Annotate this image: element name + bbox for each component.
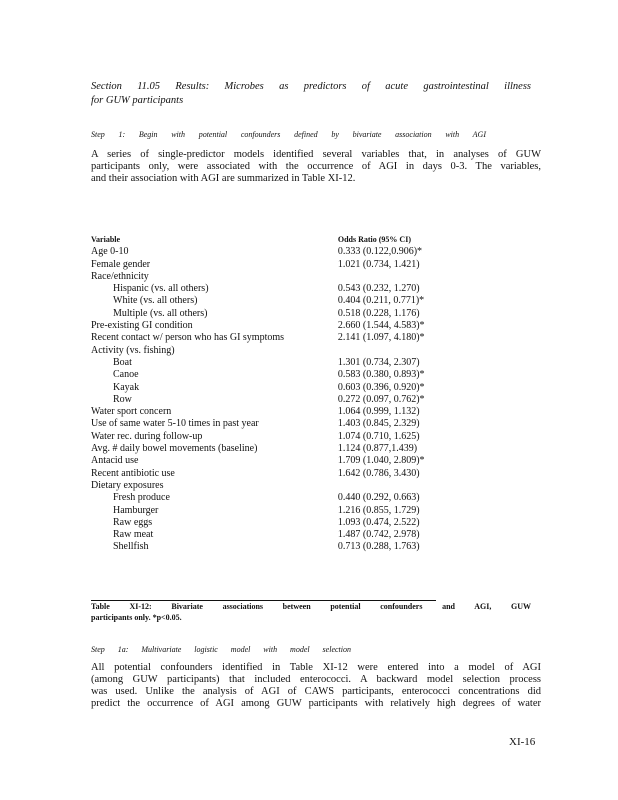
row-odds-ratio: 1.301 (0.734, 2.307) xyxy=(337,356,420,368)
table-row xyxy=(91,480,436,492)
table-row xyxy=(91,492,436,504)
row-variable: Activity (vs. fishing) xyxy=(91,344,175,356)
page-number: XI-16 xyxy=(509,736,536,748)
table-row xyxy=(91,283,436,295)
row-odds-ratio: 1.074 (0.710, 1.625) xyxy=(337,430,420,442)
row-odds-ratio: 1.124 (0.877,1.439) xyxy=(337,443,418,455)
row-variable: Shellfish xyxy=(113,541,149,553)
table-row xyxy=(91,468,436,480)
paragraph-line: predict the occurrence of AGI among GUW participants with relatively high degrees of water xyxy=(91,698,541,709)
table-row xyxy=(91,295,436,307)
caption-line: Table XI-12: Bivariate associations between potential confounders and AGI, GUW xyxy=(91,602,531,611)
row-odds-ratio: 1.021 (0.734, 1.421) xyxy=(337,258,420,270)
table-row xyxy=(91,394,436,406)
row-odds-ratio: 0.583 (0.380, 0.893)* xyxy=(337,369,425,381)
section-title-continued: for GUW participants xyxy=(91,95,184,106)
row-variable: Age 0-10 xyxy=(91,246,129,258)
table-row xyxy=(91,517,436,529)
table-header-row xyxy=(91,234,436,246)
row-odds-ratio: 0.272 (0.097, 0.762)* xyxy=(337,393,425,405)
step1a-paragraph xyxy=(91,662,541,710)
row-odds-ratio xyxy=(338,271,436,283)
row-odds-ratio: 0.404 (0.211, 0.771)* xyxy=(337,295,425,307)
row-odds-ratio: 0.518 (0.228, 1.176) xyxy=(337,307,420,319)
row-variable: Raw meat xyxy=(113,529,154,541)
row-variable: Row xyxy=(113,393,132,405)
table-row xyxy=(91,431,436,443)
row-odds-ratio xyxy=(338,480,436,492)
row-odds-ratio: 0.713 (0.288, 1.763) xyxy=(337,541,420,553)
row-variable: Canoe xyxy=(113,369,139,381)
row-variable: Water rec. during follow-up xyxy=(91,430,203,442)
row-odds-ratio: 1.642 (0.786, 3.430) xyxy=(337,467,420,479)
row-variable: Raw eggs xyxy=(113,516,153,528)
row-variable: Antacid use xyxy=(91,455,139,467)
row-variable: Female gender xyxy=(91,258,151,270)
table-row xyxy=(91,505,436,517)
paragraph-line: participants only, were associated with the occurrence of AGI in days 0-3. The variables, xyxy=(91,161,541,172)
row-variable: Water sport concern xyxy=(91,406,172,418)
row-variable: Recent antibiotic use xyxy=(91,467,175,479)
table-caption xyxy=(91,601,531,623)
paragraph-line: was used. Unlike the analysis of AGI of CAWS participants, enterococci concentrations did xyxy=(91,686,541,697)
row-odds-ratio: 1.709 (1.040, 2.809)* xyxy=(337,455,425,467)
table-row xyxy=(91,332,436,344)
row-variable: Hispanic (vs. all others) xyxy=(113,283,209,295)
row-odds-ratio: 1.487 (0.742, 2.978) xyxy=(337,529,420,541)
header-odds-ratio: Odds Ratio (95% CI) xyxy=(337,235,411,244)
caption-line: participants only. *p<0.05. xyxy=(91,613,182,622)
table-row xyxy=(91,541,436,553)
table-row xyxy=(91,259,436,271)
row-variable: Dietary exposures xyxy=(91,479,164,491)
step1a-heading: Step 1a: Multivariate logistic model with model selection xyxy=(91,645,351,654)
row-variable: Recent contact w/ person who has GI symptoms xyxy=(91,332,285,344)
row-variable: White (vs. all others) xyxy=(113,295,198,307)
row-odds-ratio: 2.660 (1.544, 4.583)* xyxy=(337,320,425,332)
table-row xyxy=(91,382,436,394)
row-odds-ratio: 1.064 (0.999, 1.132) xyxy=(337,406,420,418)
row-odds-ratio: 1.403 (0.845, 2.329) xyxy=(337,418,420,430)
paragraph-line: and their association with AGI are summarized in Table XI-12. xyxy=(91,173,356,184)
table-row xyxy=(91,357,436,369)
table-row xyxy=(91,246,436,258)
row-odds-ratio: 1.093 (0.474, 2.522) xyxy=(337,516,420,528)
row-variable: Kayak xyxy=(113,381,140,393)
paragraph-line: (among GUW participants) that included enterococci. A backward model selection process xyxy=(91,674,541,685)
row-variable: Boat xyxy=(113,356,132,368)
odds-ratio-table xyxy=(91,234,436,554)
table-row xyxy=(91,345,436,357)
row-variable: Use of same water 5-10 times in past year xyxy=(91,418,259,430)
section-title: Section 11.05 Results: Microbes as predictors of acute gastrointestinal illness xyxy=(91,81,531,92)
row-variable: Hamburger xyxy=(113,504,159,516)
row-odds-ratio: 0.543 (0.232, 1.270) xyxy=(337,283,420,295)
table-row xyxy=(91,271,436,283)
table-row xyxy=(91,320,436,332)
row-odds-ratio: 2.141 (1.097, 4.180)* xyxy=(337,332,425,344)
row-variable: Fresh produce xyxy=(113,492,170,504)
step1-heading: Step 1: Begin with potential confounders defined by bivariate association with AGI xyxy=(91,130,486,139)
header-variable: Variable xyxy=(91,235,121,244)
row-odds-ratio: 0.440 (0.292, 0.663) xyxy=(337,492,420,504)
row-variable: Avg. # daily bowel movements (baseline) xyxy=(91,443,258,455)
row-variable: Multiple (vs. all others) xyxy=(113,307,208,319)
table-row xyxy=(91,369,436,381)
step1-paragraph xyxy=(91,149,541,185)
row-odds-ratio: 0.603 (0.396, 0.920)* xyxy=(337,381,425,393)
row-variable: Pre-existing GI condition xyxy=(91,320,193,332)
table-row xyxy=(91,418,436,430)
table-row xyxy=(91,443,436,455)
row-odds-ratio: 0.333 (0.122,0.906)* xyxy=(337,246,423,258)
table-row xyxy=(91,529,436,541)
table-row xyxy=(91,308,436,320)
table-row xyxy=(91,455,436,467)
paragraph-line: All potential confounders identified in Table XI-12 were entered into a model of AGI xyxy=(91,662,541,673)
table-row xyxy=(91,406,436,418)
row-odds-ratio: 1.216 (0.855, 1.729) xyxy=(337,504,420,516)
row-variable: Race/ethnicity xyxy=(91,270,149,282)
paragraph-line: A series of single-predictor models identified several variables that, in analyses of GUW xyxy=(91,149,541,160)
row-odds-ratio xyxy=(338,345,436,357)
